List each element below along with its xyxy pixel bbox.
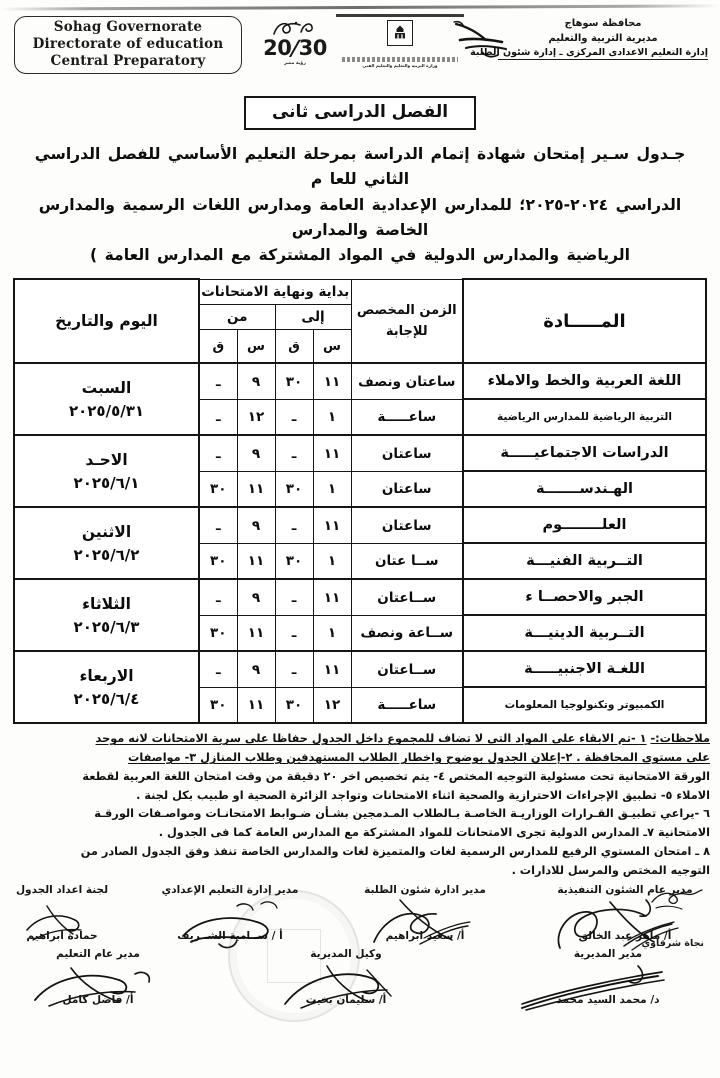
cell-duration: ساعـــــة [351, 399, 463, 435]
cell-from-h: ١١ [237, 471, 275, 507]
notes-section [12, 730, 710, 880]
cell-subject: العلــــــــوم [463, 507, 706, 543]
header-subject: المـــــادة [463, 279, 706, 363]
table-row [14, 579, 706, 615]
cell-subject: التــربية الدينيـــة [463, 615, 706, 651]
cell-duration: ساعتان [351, 435, 463, 471]
vision-caption: رؤية مصر [284, 61, 306, 66]
cell-from-m: ٣٠ [199, 687, 237, 723]
signature-title: وكيل المديرية [310, 948, 382, 961]
term-badge-wrap [0, 96, 720, 130]
cell-from-m: ٣٠ [199, 615, 237, 651]
cell-subject: اللغـة الاجنبيـــــة [463, 651, 706, 687]
cell-from-m: ـ [199, 651, 237, 687]
cell-subject: اللغة العربية والخط والاملاء [463, 363, 706, 399]
signature-title: مدير عام الشئون التنفيذية [557, 884, 693, 897]
cell-duration: ساعتان ونصف [351, 363, 463, 399]
title-line-1: جـدول سـير إمتحان شهادة إتمام الدراسة بمرحلة التعليم الأساسي للفصل الدراسي الثاني للعا م [34, 145, 686, 189]
cell-to-h: ١١ [313, 507, 351, 543]
cell-day-name: الاثنين [81, 522, 132, 541]
signature-name: أ / ســامية الشــريف [177, 930, 283, 943]
signature-title: مدير ادارة شئون الطلبة [364, 884, 486, 897]
cell-date-value: ٢٠٢٥/٦/٣ [73, 617, 140, 636]
table-row [14, 363, 706, 399]
cell-from-h: ١١ [237, 543, 275, 579]
title-line-2: الدراسي ٢٠٢٤-٢٠٢٥؛ للمدارس الإعدادية العامة ومدارس اللغات الرسمية والمدارس الخاصة والمدارس [38, 195, 682, 239]
signature-name: د/ محمد السيد محمد [556, 994, 660, 1007]
note-line-6: ٨ ـ امتحان المستوي الرفيع للمدارس الرسمية لغات والمتميزة لغات والمدارس الخاصة تنفذ وفق الجدول الصادر من [80, 844, 710, 858]
english-header-box [14, 16, 242, 74]
signature-row-1 [0, 884, 720, 942]
handwritten-signature [360, 896, 490, 952]
cell-from-h: ٩ [237, 363, 275, 399]
header-date: اليوم والتاريخ [14, 279, 199, 363]
arabic-header-line-3: إدارة التعليم الاعدادى المركزى ـ إدارة شئون الطلبة [470, 47, 708, 58]
cell-to-h: ١ [313, 615, 351, 651]
cell-duration: ســا عتان [351, 543, 463, 579]
signature-name: حمادة ابراهيم [26, 930, 98, 943]
english-line-3: Central Preparatory [50, 52, 206, 69]
signature-name: أ/ ماهر عبد الخالق [578, 930, 672, 943]
english-line-2: Directorate of education [32, 36, 224, 53]
ministry-emblem [336, 14, 464, 70]
title-line-3: الرياضية والمدارس الدولية في المواد المشتركة مع المدارس العامة ) [90, 246, 630, 264]
header-to: إلى [275, 304, 351, 329]
note-line-5: الامتحانية ٧ـ المدارس الدولية تجرى الامتحانات للمواد المشتركة مع المدارس العامة كما فى الجدول . [158, 826, 710, 839]
side-annotation-name: نجاة شرقاوي [641, 938, 704, 950]
signature-name: أ/ سعيد ابراهيم [385, 930, 465, 943]
cell-duration: ساعـــــة [351, 687, 463, 723]
egypt-vision-2030-logo [262, 22, 328, 66]
note-line-4: ٦ -يراعي تطبيـق القـرارات الوزاريـة الخاصـة بـالطلاب المـدمجين بشـأن ضـوابط الامتحانـات ومواصـفات الورقـة [94, 807, 710, 821]
signature-block-education-director [14, 948, 182, 1006]
cell-day-name: الثلاثاء [82, 594, 131, 613]
document-header [0, 0, 720, 92]
cell-to-h: ١ [313, 543, 351, 579]
cell-subject: الدراسات الاجتماعيـــــة [463, 435, 706, 471]
cell-from-h: ١١ [237, 615, 275, 651]
header-to-minute: ق [275, 329, 313, 363]
arabic-header-block [470, 16, 708, 60]
table-row [14, 435, 706, 471]
emblem-caption: وزارة التربية والتعليم والتعليم الفني [362, 63, 438, 69]
header-duration-line-1: الزمن المخصص [356, 302, 457, 318]
cell-date-value: ٢٠٢٥/٦/١ [73, 473, 140, 492]
cell-to-h: ١٢ [313, 687, 351, 723]
emblem-caption-bar [342, 57, 458, 62]
signature-block-preparatory-education [154, 884, 306, 942]
cell-to-m: ٣٠ [275, 471, 313, 507]
header-from-minute: ق [199, 329, 237, 363]
signature-title: مدير إدارة التعليم الإعدادي [161, 884, 299, 897]
signature-title: لجنة اعداد الجدول [15, 884, 109, 897]
cell-from-m: ـ [199, 579, 237, 615]
cell-to-m: ـ [275, 615, 313, 651]
note-line-2: الورقة الامتحانية تحت مسئولية التوجيه المختص ٤- يتم تخصيص اخر ٢٠ دقيقة من وقت امتحان اللغة العربية لقطعة [82, 769, 710, 783]
exam-schedule-table [13, 278, 707, 724]
english-line-1: Sohag Governorate [53, 19, 203, 36]
cell-to-m: ـ [275, 579, 313, 615]
cell-to-m: ـ [275, 651, 313, 687]
cell-date-value: ٢٠٢٥/٥/٣١ [68, 401, 145, 420]
cell-duration: ســاعتان [351, 651, 463, 687]
cell-subject: التربية الرياضية للمدارس الرياضية [463, 399, 706, 435]
cell-to-m: ـ [275, 435, 313, 471]
emblem-shield-icon [387, 20, 413, 46]
cell-from-m: ـ [199, 435, 237, 471]
signature-area [0, 884, 720, 1030]
note-line-3: الاملاء ٥- تطبيق الإجراءات الاحترازية والصحية اثناء الامتحانات وتواجد الزائرة الصحية او طبيب بكل لجنة . [136, 788, 710, 802]
cell-duration: ســاعتان [351, 579, 463, 615]
signature-title: مدير عام التعليم [56, 948, 140, 961]
cell-day-name: الاحـد [85, 450, 128, 469]
header-duration [351, 279, 463, 363]
header-to-hour: س [313, 329, 351, 363]
cell-to-h: ١١ [313, 579, 351, 615]
signature-block-schedule-committee [14, 884, 110, 942]
note-line-7: التوجيه المختص والمرسل للادارات . [511, 863, 710, 877]
cell-date-value: ٢٠٢٥/٦/٤ [73, 689, 140, 708]
cell-duration: ساعتان [351, 507, 463, 543]
cell-day-name: الاربعاء [79, 666, 134, 685]
schedule-table-wrap [13, 278, 707, 724]
signature-block-directorate-manager [510, 948, 706, 1006]
cell-to-h: ١ [313, 399, 351, 435]
cell-from-h: ٩ [237, 435, 275, 471]
arabic-header-line-1: محافظة سوهاج [564, 18, 642, 29]
cell-from-m: ـ [199, 399, 237, 435]
cell-day-date [14, 435, 199, 507]
cell-from-m: ٣٠ [199, 471, 237, 507]
cell-duration: ســاعة ونصف [351, 615, 463, 651]
cell-day-date [14, 363, 199, 435]
notes-first-line [12, 730, 710, 749]
cell-day-date [14, 579, 199, 651]
header-from: من [199, 304, 275, 329]
signature-row-2 [0, 948, 720, 1006]
header-from-hour: س [237, 329, 275, 363]
cell-from-h: ٩ [237, 579, 275, 615]
page-title [16, 142, 704, 268]
note-line-0: ١ -تم الابقاء على المواد التى لا تضاف للمجموع داخل الجدول حفاظا على سرية الامتحانات لانه موحد [95, 732, 647, 746]
cell-duration: ساعتان [351, 471, 463, 507]
cell-to-m: ٣٠ [275, 687, 313, 723]
cell-subject: التــربية الفنيـــة [463, 543, 706, 579]
cell-to-h: ١١ [313, 435, 351, 471]
header-times-group: بداية ونهاية الامتحانات [199, 279, 351, 304]
cell-date-value: ٢٠٢٥/٦/٢ [73, 545, 140, 564]
cell-from-h: ١١ [237, 687, 275, 723]
table-body [14, 363, 706, 723]
cell-from-m: ـ [199, 363, 237, 399]
cell-from-h: ١٢ [237, 399, 275, 435]
cell-to-h: ١ [313, 471, 351, 507]
cell-to-m: ٣٠ [275, 543, 313, 579]
signature-name: أ/ سليمان بخيت [305, 994, 387, 1007]
cell-day-date [14, 507, 199, 579]
cell-to-m: ٣٠ [275, 363, 313, 399]
term-badge: الفصل الدراسى ثانى [244, 96, 476, 130]
cell-subject: الهـندســـــــة [463, 471, 706, 507]
cell-from-m: ـ [199, 507, 237, 543]
signature-block-student-affairs [350, 884, 500, 942]
signature-block-exec-affairs [544, 884, 706, 942]
signature-block-deputy [261, 948, 431, 1006]
cell-from-h: ٩ [237, 651, 275, 687]
cell-to-m: ـ [275, 507, 313, 543]
signature-name: أ/ فاضل كامل [62, 994, 134, 1007]
notes-label: ملاحظات:- [650, 732, 710, 746]
cell-day-name: السبت [81, 378, 132, 397]
table-head [14, 279, 706, 363]
cell-to-h: ١١ [313, 363, 351, 399]
cell-subject: الجبر والاحصــا ء [463, 579, 706, 615]
table-row [14, 651, 706, 687]
cell-to-m: ـ [275, 399, 313, 435]
table-header-row-1 [14, 279, 706, 304]
cell-day-date [14, 651, 199, 723]
note-line-1: على مستوى المحافظة . ٢-إعلان الجدول بوضوح واخطار الطلاب المستهدفين وطلاب المنازل ٣- مواصفات [128, 751, 710, 764]
cell-from-m: ٣٠ [199, 543, 237, 579]
cell-from-h: ٩ [237, 507, 275, 543]
header-duration-line-2: للإجابة [385, 324, 428, 339]
table-row [14, 507, 706, 543]
arabic-header-line-2: مديرية التربية والتعليم [548, 33, 658, 44]
cell-to-h: ١١ [313, 651, 351, 687]
signature-title: مدير المديرية [573, 948, 643, 961]
vision-number: 20/30 [263, 36, 327, 60]
cell-subject: الكمبيوتر وتكنولوجيا المعلومات [463, 687, 706, 723]
